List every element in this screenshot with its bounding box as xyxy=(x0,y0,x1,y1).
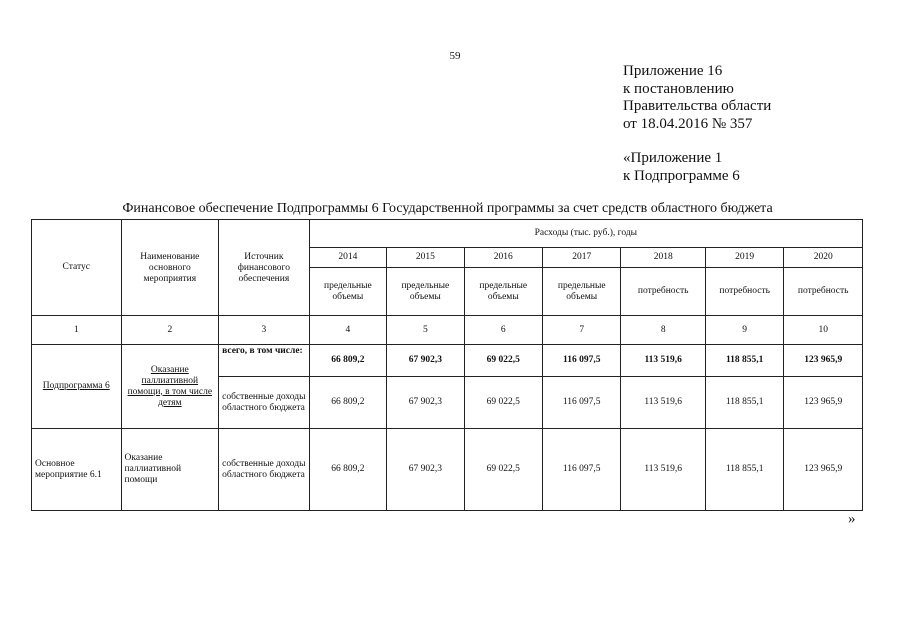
column-number: 7 xyxy=(543,316,621,345)
header-expenses: Расходы (тыс. руб.), годы xyxy=(309,220,862,248)
measure-6-1-value: 113 519,6 xyxy=(621,429,706,511)
header-year: 2014 xyxy=(309,248,386,268)
own-revenue-value: 116 097,5 xyxy=(543,377,621,429)
header-type: предельные объемы xyxy=(543,268,621,316)
appendix-line: Приложение 16 xyxy=(623,63,723,79)
header-year: 2020 xyxy=(784,248,863,268)
appendix-line: Правительства области xyxy=(623,98,772,114)
header-type: предельные объемы xyxy=(387,268,464,316)
header-type: потребность xyxy=(784,268,863,316)
column-number: 2 xyxy=(121,316,219,345)
appendix-sub-line: к Подпрограмме 6 xyxy=(623,167,740,184)
header-measure: Наименование основного мероприятия xyxy=(121,220,219,316)
header-year: 2019 xyxy=(705,248,783,268)
header-year: 2015 xyxy=(387,248,464,268)
header-year: 2017 xyxy=(543,248,621,268)
subprogram-status: Подпрограмма 6 xyxy=(32,345,122,429)
measure-6-1-value: 116 097,5 xyxy=(543,429,621,511)
appendix-header xyxy=(623,63,771,133)
appendix-sub-line: «Приложение 1 xyxy=(623,150,723,166)
measure-6-1-status: Основное мероприятие 6.1 xyxy=(32,429,122,511)
measure-6-1-value: 66 809,2 xyxy=(309,429,386,511)
appendix-line: к постановлению xyxy=(623,80,734,97)
column-number: 1 xyxy=(32,316,122,345)
measure-6-1-value: 123 965,9 xyxy=(784,429,863,511)
column-number: 9 xyxy=(705,316,783,345)
page-number: 59 xyxy=(449,50,461,62)
total-value: 118 855,1 xyxy=(705,345,783,377)
financing-table xyxy=(31,219,863,511)
column-number: 3 xyxy=(219,316,310,345)
header-status: Статус xyxy=(32,220,122,316)
measure-6-1-value: 67 902,3 xyxy=(387,429,464,511)
header-year: 2018 xyxy=(621,248,706,268)
own-revenue-value: 123 965,9 xyxy=(784,377,863,429)
total-value: 67 902,3 xyxy=(387,345,464,377)
header-type: потребность xyxy=(705,268,783,316)
subprogram-measure: Оказание паллиативной помощи, в том числе детям xyxy=(121,345,219,429)
column-number: 6 xyxy=(464,316,542,345)
own-revenue-value: 113 519,6 xyxy=(621,377,706,429)
header-year: 2016 xyxy=(464,248,542,268)
total-value: 113 519,6 xyxy=(621,345,706,377)
column-number: 4 xyxy=(309,316,386,345)
measure-6-1-source: собственные доходы областного бюджета xyxy=(219,429,310,511)
own-revenue-value: 67 902,3 xyxy=(387,377,464,429)
header-type: предельные объемы xyxy=(464,268,542,316)
own-revenue-label: собственные доходы областного бюджета xyxy=(219,377,310,429)
header-type: потребность xyxy=(621,268,706,316)
total-value: 66 809,2 xyxy=(309,345,386,377)
closing-quote-mark: » xyxy=(848,511,856,527)
total-value: 123 965,9 xyxy=(784,345,863,377)
measure-6-1-name: Оказание паллиативной помощи xyxy=(121,429,219,511)
measure-6-1-value: 118 855,1 xyxy=(705,429,783,511)
appendix-subheader xyxy=(623,150,740,185)
column-number: 5 xyxy=(387,316,464,345)
table-title: Финансовое обеспечение Подпрограммы 6 Государственной программы за счет средств областного бюджета xyxy=(122,201,773,216)
total-value: 69 022,5 xyxy=(464,345,542,377)
own-revenue-value: 69 022,5 xyxy=(464,377,542,429)
own-revenue-value: 66 809,2 xyxy=(309,377,386,429)
total-label: всего, в том числе: xyxy=(219,345,310,377)
total-value: 116 097,5 xyxy=(543,345,621,377)
own-revenue-value: 118 855,1 xyxy=(705,377,783,429)
header-type: предельные объемы xyxy=(309,268,386,316)
appendix-line: от 18.04.2016 № 357 xyxy=(623,115,753,132)
header-source: Источник финансового обеспечения xyxy=(219,220,310,316)
column-number: 10 xyxy=(784,316,863,345)
column-number: 8 xyxy=(621,316,706,345)
measure-6-1-value: 69 022,5 xyxy=(464,429,542,511)
